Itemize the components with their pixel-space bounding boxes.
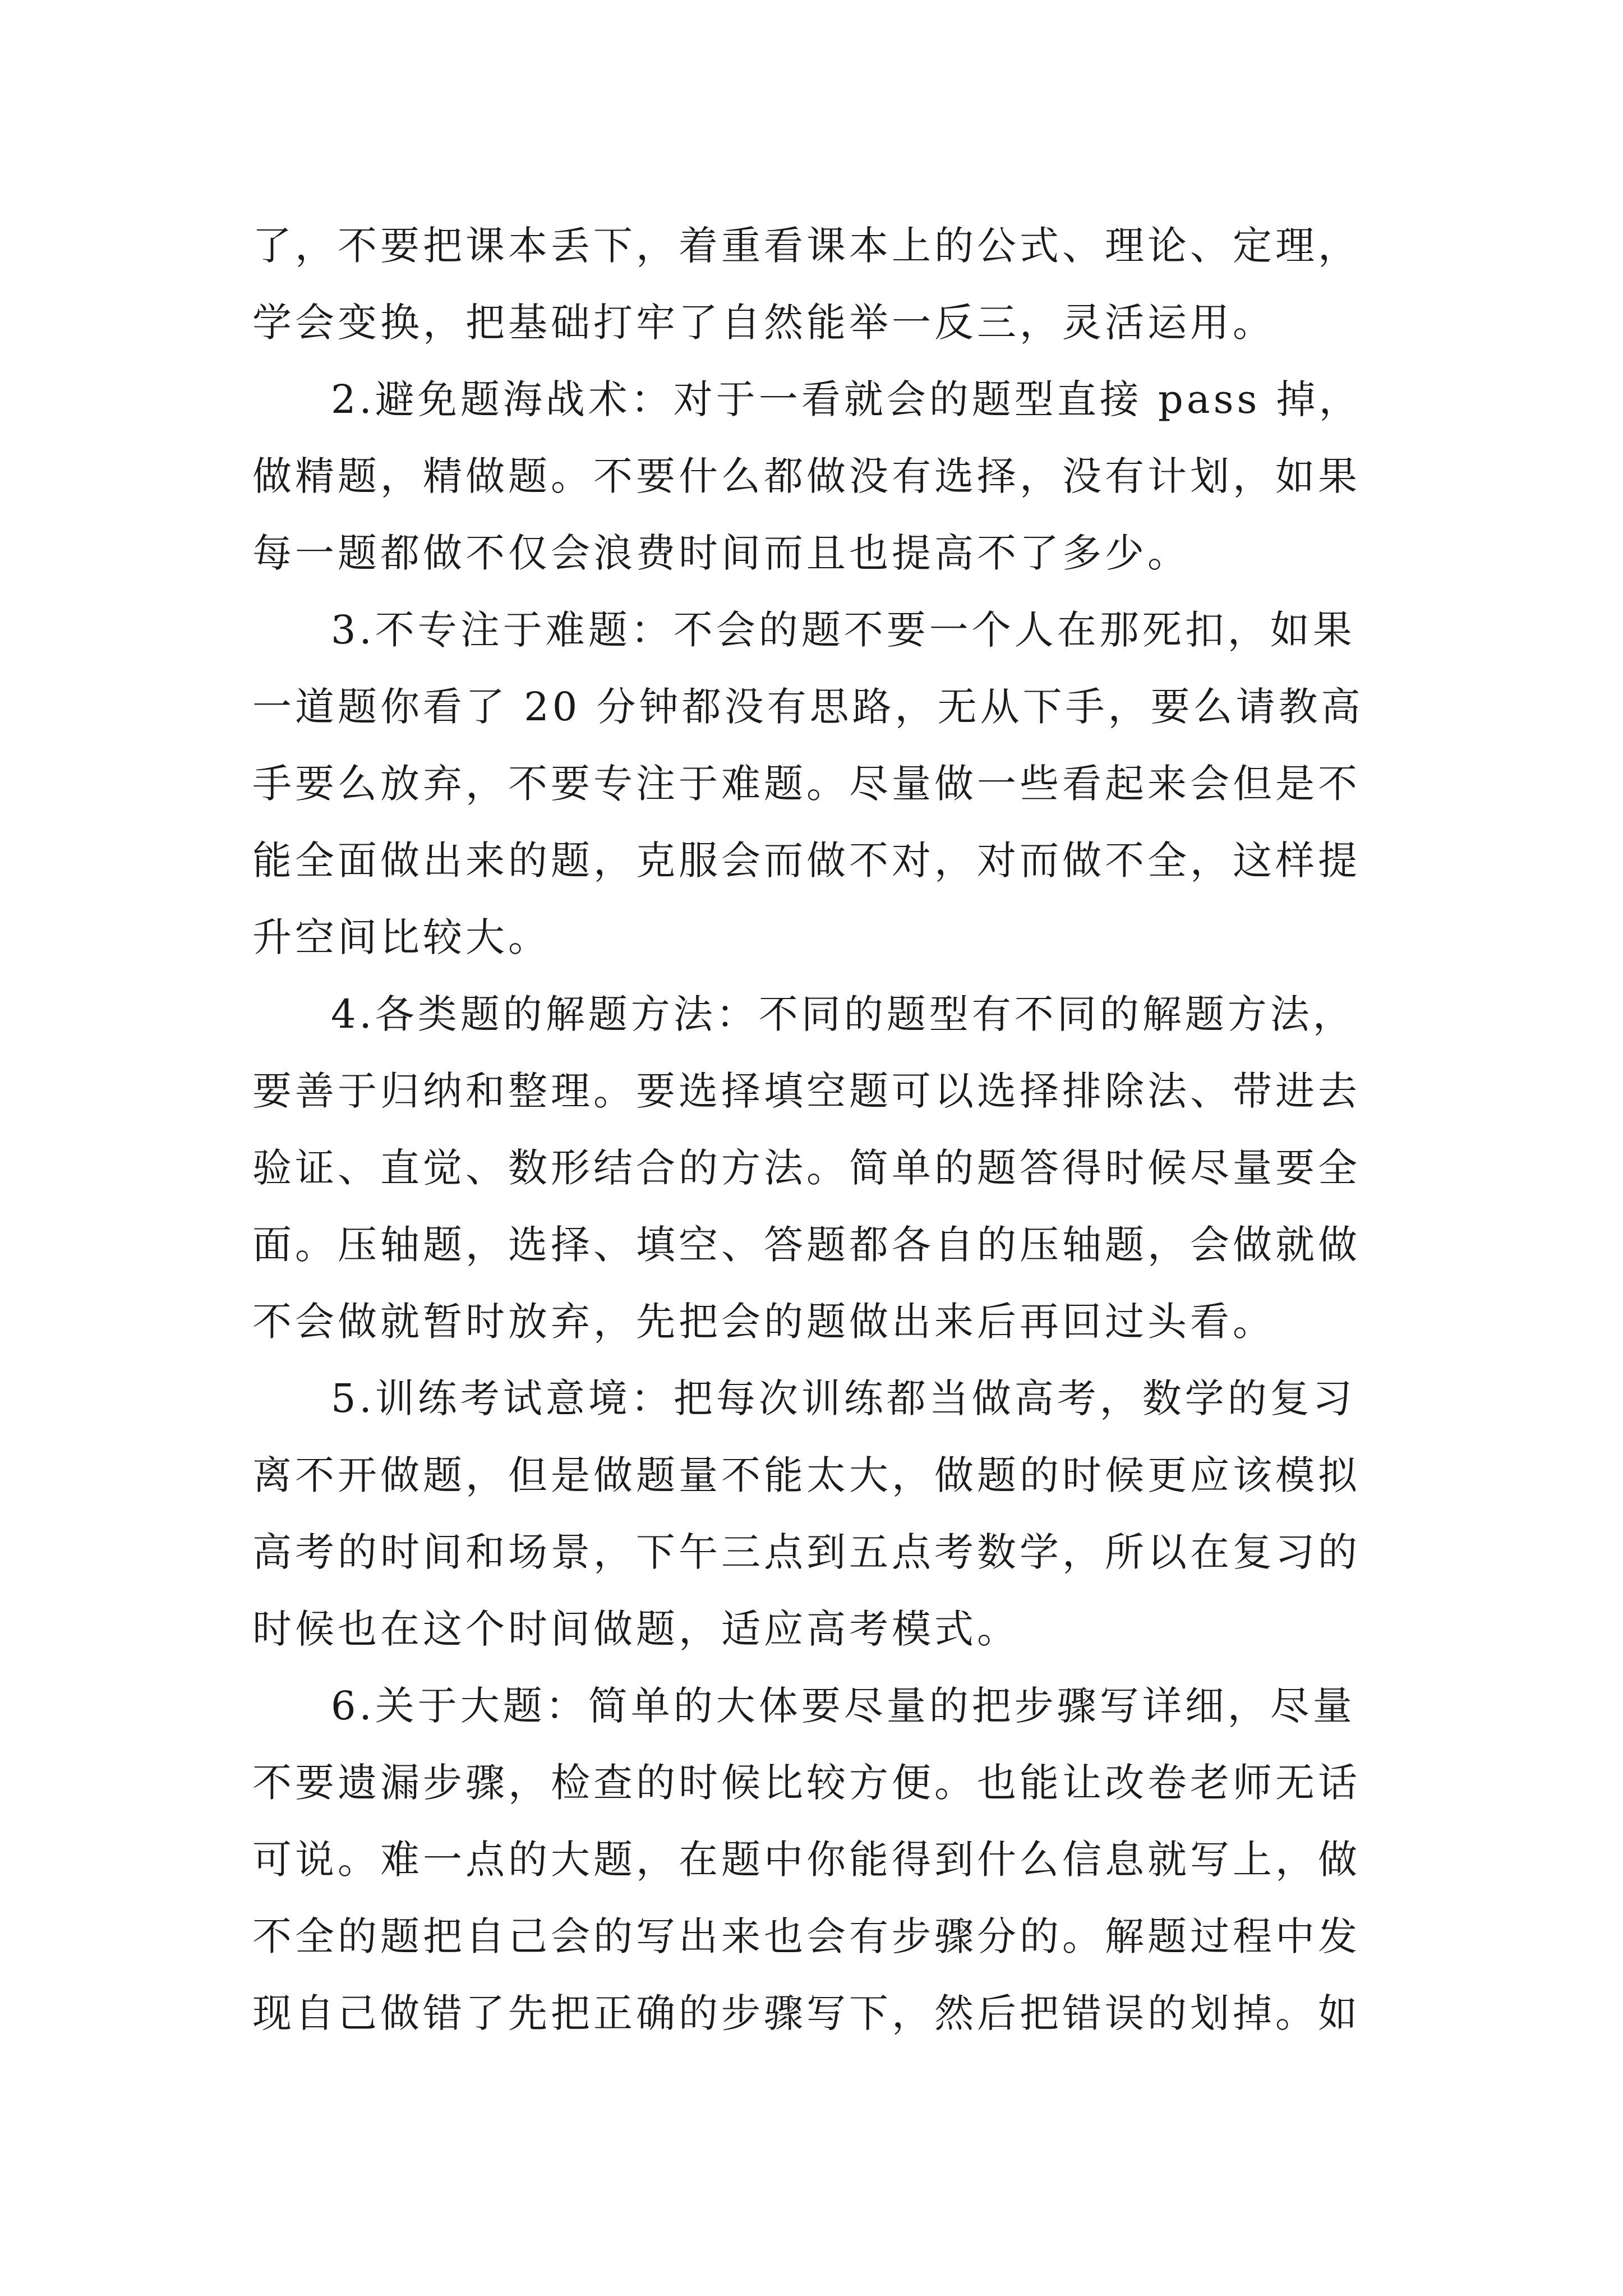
text-line: 5.训练考试意境：把每次训练都当做高考，数学的复习 <box>331 1375 1355 1421</box>
text-line: 6.关于大题：简单的大体要尽量的把步骤写详细，尽量 <box>331 1683 1355 1729</box>
text-line: 升空间比较大。 <box>252 914 551 960</box>
text-line: 手要么放弃，不要专注于难题。尽量做一些看起来会但是不 <box>252 761 1361 807</box>
text-line: 高考的时间和场景，下午三点到五点考数学，所以在复习的 <box>252 1529 1361 1575</box>
text-line: 了，不要把课本丢下，着重看课本上的公式、理论、定理， <box>252 223 1361 269</box>
text-line: 离不开做题，但是做题量不能太大，做题的时候更应该模拟 <box>252 1452 1361 1498</box>
text-line: 面。压轴题，选择、填空、答题都各自的压轴题，会做就做 <box>252 1222 1361 1268</box>
text-line: 学会变换，把基础打牢了自然能举一反三，灵活运用。 <box>252 300 1275 346</box>
text-line: 能全面做出来的题，克服会而做不对，对而做不全，这样提 <box>252 838 1361 884</box>
text-line: 做精题，精做题。不要什么都做没有选择，没有计划，如果 <box>252 453 1361 499</box>
text-line: 3.不专注于难题：不会的题不要一个人在那死扣，如果 <box>331 607 1355 653</box>
text-line: 现自己做错了先把正确的步骤写下，然后把错误的划掉。如 <box>252 1990 1361 2036</box>
text-line: 一道题你看了 20 分钟都没有思路，无从下手，要么请教高 <box>252 684 1364 730</box>
text-line: 每一题都做不仅会浪费时间而且也提高不了多少。 <box>252 530 1190 576</box>
text-line: 2.避免题海战术：对于一看就会的题型直接 pass 掉， <box>331 376 1362 422</box>
text-line: 不要遗漏步骤，检查的时候比较方便。也能让改卷老师无话 <box>252 1760 1361 1806</box>
text-line: 要善于归纳和整理。要选择填空题可以选择排除法、带进去 <box>252 1068 1361 1114</box>
text-line: 验证、直觉、数形结合的方法。简单的题答得时候尽量要全 <box>252 1145 1361 1191</box>
text-line: 时候也在这个时间做题，适应高考模式。 <box>252 1606 1020 1652</box>
text-line: 不全的题把自己会的写出来也会有步骤分的。解题过程中发 <box>252 1913 1361 1959</box>
text-line: 不会做就暂时放弃，先把会的题做出来后再回过头看。 <box>252 1299 1275 1345</box>
text-line: 可说。难一点的大题，在题中你能得到什么信息就写上，做 <box>252 1837 1361 1883</box>
text-line: 4.各类题的解题方法：不同的题型有不同的解题方法， <box>331 991 1355 1037</box>
